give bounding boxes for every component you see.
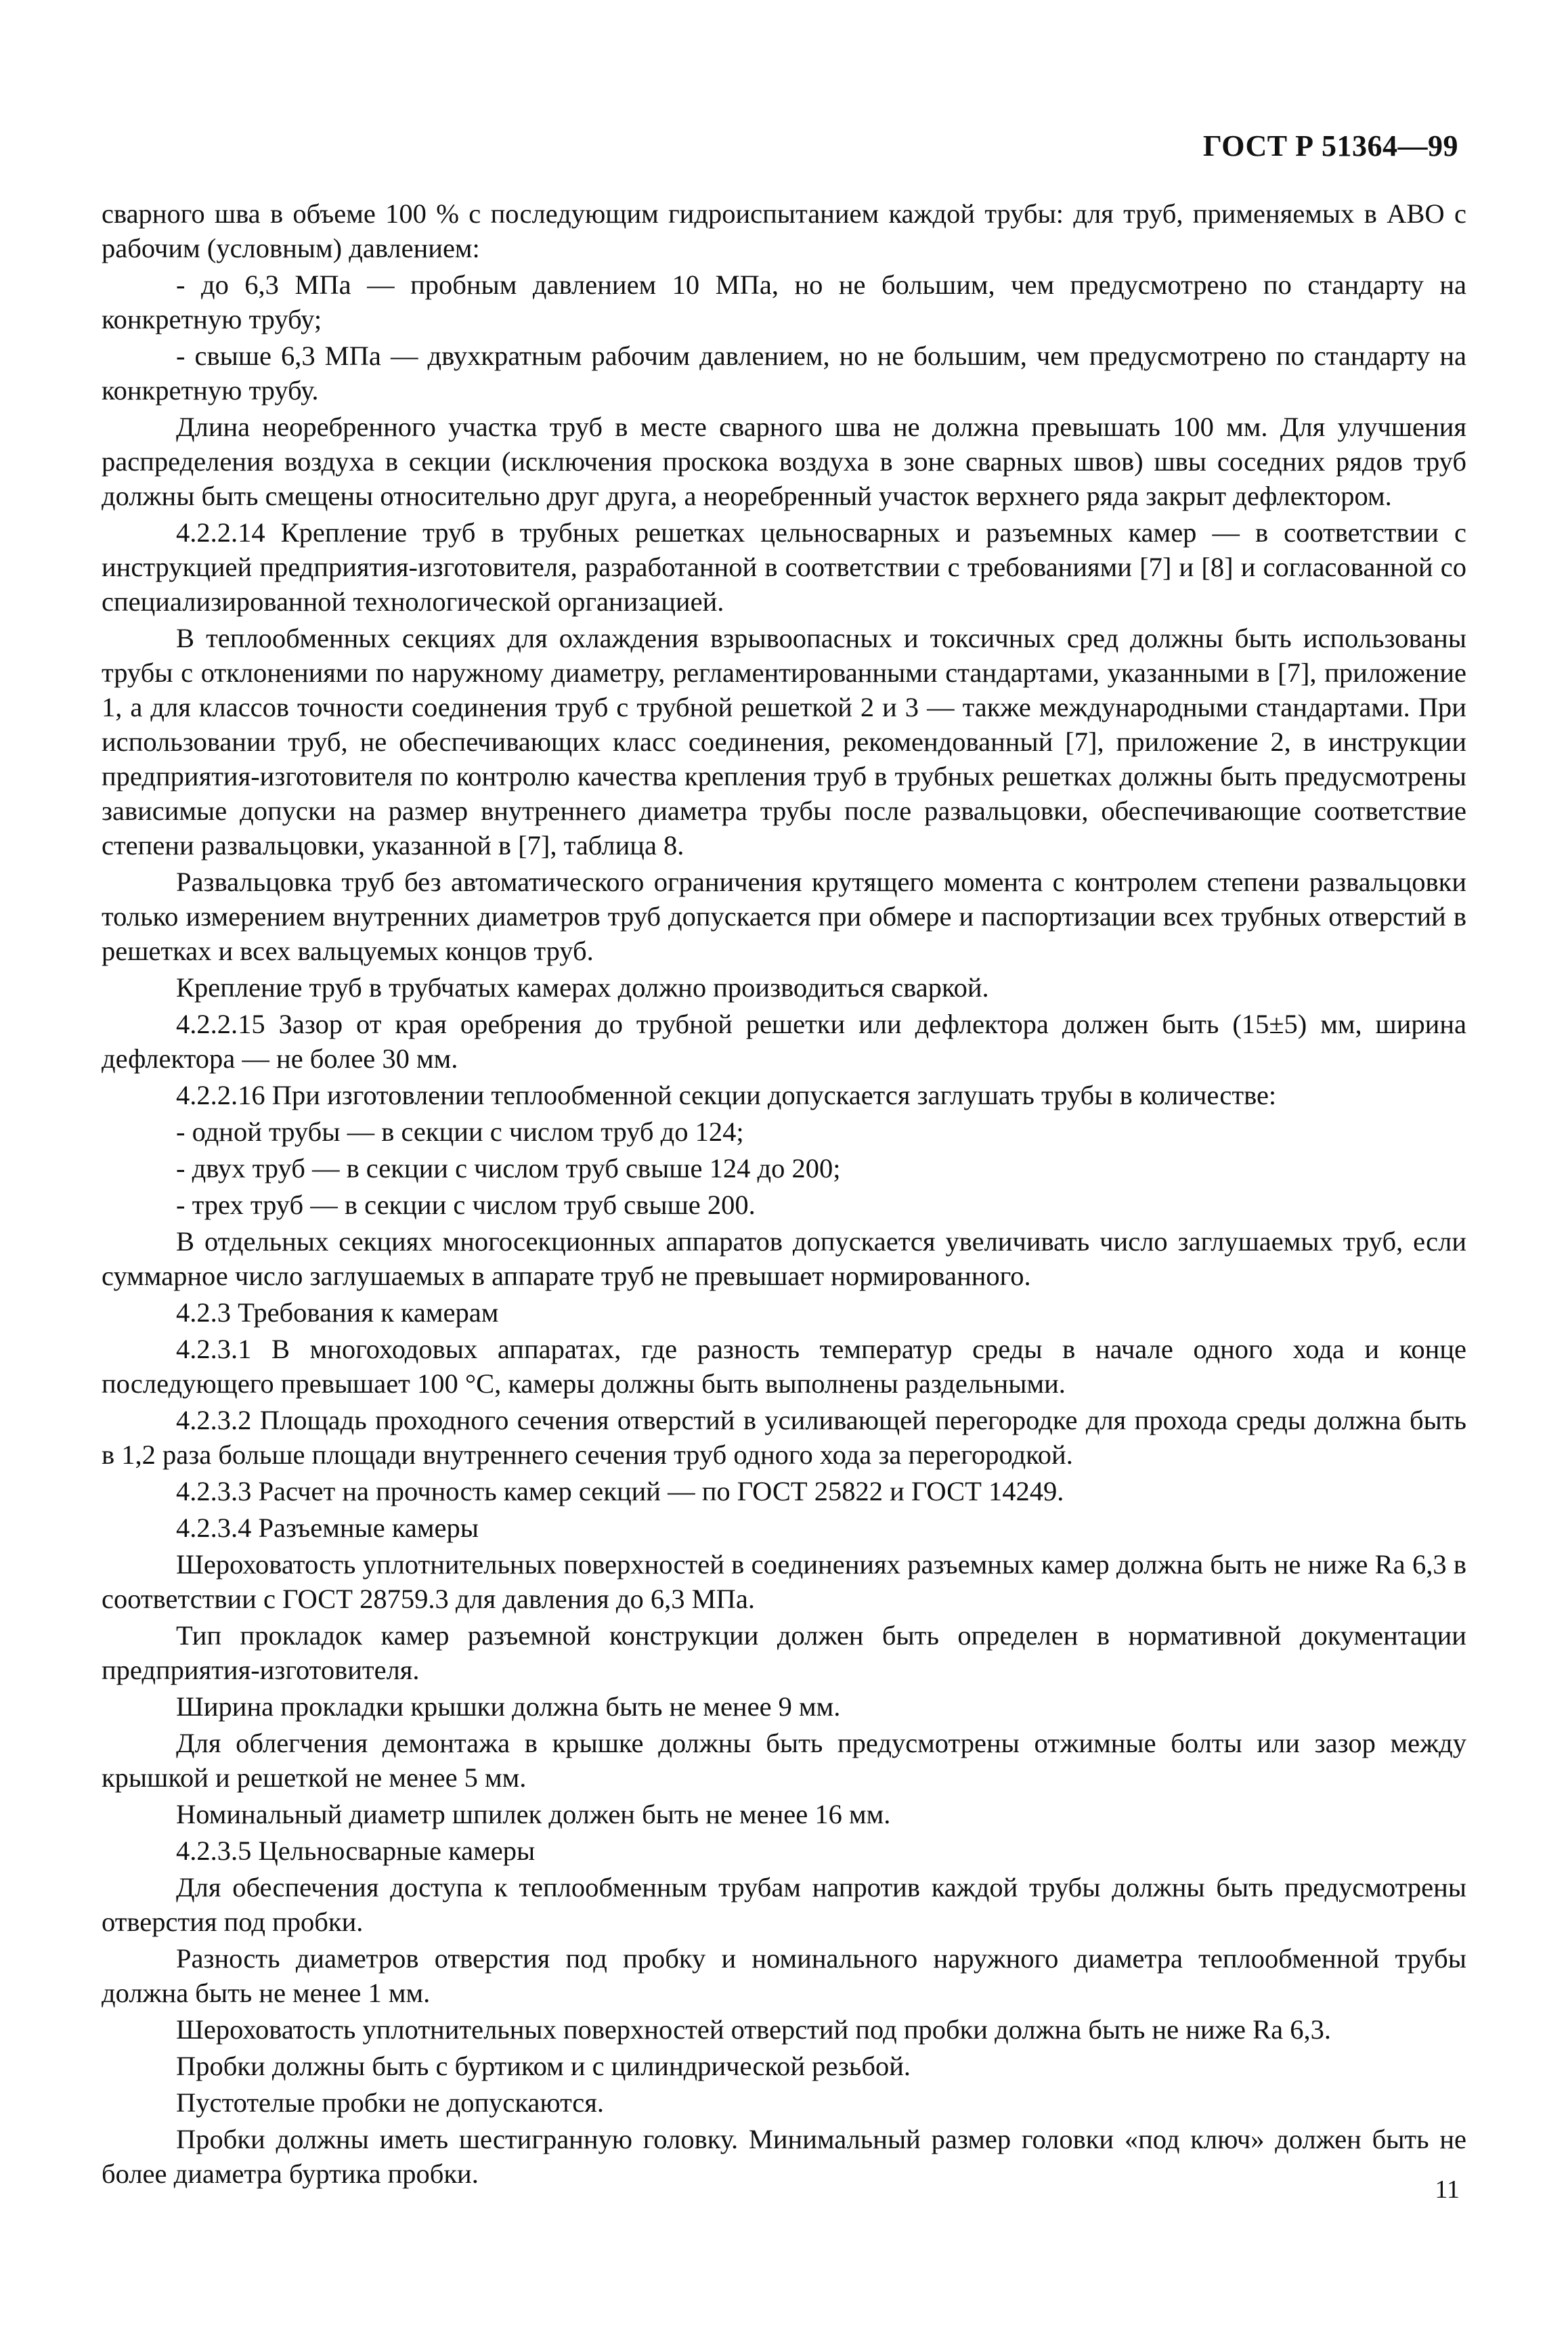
paragraph: Номинальный диаметр шпилек должен быть не менее 16 мм. <box>176 1799 891 1829</box>
paragraph: 4.2.2.15 Зазор от края оребрения до трубной решетки или дефлектора должен быть (15±5) мм, ширина дефлектора — не более 30 мм. <box>102 1009 1466 1074</box>
paragraph: В теплообменных секциях для охлаждения взрывоопасных и токсичных сред должны быть использованы трубы с отклонениями по наружному диаметру, регламентированными стандартами, указанными в [7], приложение 1, а для классов точности соединения труб с трубной решеткой 2 и 3 — также международными стандартами. При использовании труб, не обеспечивающих класс соединения, рекомендованный [7], приложение 2, в инструкции предприятия-изготовителя по контролю качества крепления труб в трубных решетках должны быть предусмотрены зависимые допуски на размер внутреннего диаметра трубы после развальцовки, обеспечивающие соответствие степени развальцовки, указанной в [7], таблица 8. <box>102 623 1466 861</box>
paragraph: 4.2.3.3 Расчет на прочность камер секций — по ГОСТ 25822 и ГОСТ 14249. <box>176 1476 1064 1506</box>
document-header: ГОСТ Р 51364—99 <box>1202 129 1458 162</box>
paragraph: 4.2.3.1 В многоходовых аппаратах, где разность температур среды в начале одного хода и конце последующего превышает 100 °С, камеры должны быть выполнены раздельными. <box>102 1334 1466 1399</box>
paragraph: Ширина прокладки крышки должна быть не менее 9 мм. <box>176 1691 841 1722</box>
paragraph: Для обеспечения доступа к теплообменным трубам напротив каждой трубы должны быть предусмотрены отверстия под пробки. <box>102 1872 1466 1937</box>
paragraph: - свыше 6,3 МПа — двухкратным рабочим давлением, но не большим, чем предусмотрено по стандарту на конкретную трубу. <box>102 341 1466 406</box>
section-heading: 4.2.3.4 Разъемные камеры <box>176 1513 479 1543</box>
paragraph: - одной трубы — в секции с числом труб до 124; <box>176 1116 744 1147</box>
paragraph: Длина неоребренного участка труб в месте сварного шва не должна превышать 100 мм. Для улучшения распределения воздуха в секции (исключения проскока воздуха в зоне сварных швов) швы соседних рядов труб должны быть смещены относительно друг друга, а неоребренный участок верхнего ряда закрыт дефлектором. <box>102 412 1466 511</box>
paragraph: Тип прокладок камер разъемной конструкции должен быть определен в нормативной документации предприятия-изготовителя. <box>102 1620 1466 1685</box>
paragraph: Для облегчения демонтажа в крышке должны быть предусмотрены отжимные болты или зазор между крышкой и решеткой не менее 5 мм. <box>102 1728 1466 1793</box>
paragraph: Пустотелые пробки не допускаются. <box>176 2087 605 2118</box>
paragraph: 4.2.3.2 Площадь проходного сечения отверстий в усиливающей перегородке для прохода среды должна быть в 1,2 раза больше площади внутреннего сечения труб одного хода за перегородкой. <box>102 1405 1466 1470</box>
paragraph: - до 6,3 МПа — пробным давлением 10 МПа, но не большим, чем предусмотрено по стандарту на конкретную трубу; <box>102 269 1466 334</box>
paragraph: Разность диаметров отверстия под пробку и номинального наружного диаметра теплообменной трубы должна быть не менее 1 мм. <box>102 1943 1466 2008</box>
paragraph: Пробки должны иметь шестигранную головку. Минимальный размер головки «под ключ» должен быть не более диаметра буртика пробки. <box>102 2124 1466 2189</box>
paragraph: 4.2.2.14 Крепление труб в трубных решетках цельносварных и разъемных камер — в соответствии с инструкцией предприятия-изготовителя, разработанной в соответствии с требованиями [7] и [8] и согласованной со специализированной технологической организацией. <box>102 517 1466 617</box>
section-heading: 4.2.3.5 Цельносварные камеры <box>176 1835 536 1866</box>
paragraph: Шероховатость уплотнительных поверхностей в соединениях разъемных камер должна быть не ниже Ra 6,3 в соответствии с ГОСТ 28759.3 для давления до 6,3 МПа. <box>102 1549 1466 1614</box>
paragraph: Шероховатость уплотнительных поверхностей отверстий под пробки должна быть не ниже Ra 6,3. <box>176 2014 1332 2045</box>
paragraph: - трех труб — в секции с числом труб свыше 200. <box>176 1190 756 1220</box>
document-body <box>102 196 1466 2193</box>
paragraph: Крепление труб в трубчатых камерах должно производиться сваркой. <box>176 972 989 1003</box>
page-number: 11 <box>1435 2175 1460 2204</box>
paragraph: - двух труб — в секции с числом труб свыше 124 до 200; <box>176 1153 841 1183</box>
section-heading: 4.2.3 Требования к камерам <box>176 1297 499 1328</box>
paragraph: сварного шва в объеме 100 % с последующим гидроиспытанием каждой трубы: для труб, применяемых в АВО с рабочим (условным) давлением: <box>102 198 1466 263</box>
paragraph: В отдельных секциях многосекционных аппаратов допускается увеличивать число заглушаемых труб, если суммарное число заглушаемых в аппарате труб не превышает нормированного. <box>102 1226 1466 1291</box>
paragraph: 4.2.2.16 При изготовлении теплообменной секции допускается заглушать трубы в количестве: <box>176 1080 1277 1110</box>
paragraph: Развальцовка труб без автоматического ограничения крутящего момента с контролем степени развальцовки только измерением внутренних диаметров труб допускается при обмере и паспортизации всех трубных отверстий в решетках и всех вальцуемых концов труб. <box>102 867 1466 966</box>
paragraph: Пробки должны быть с буртиком и с цилиндрической резьбой. <box>176 2051 911 2081</box>
